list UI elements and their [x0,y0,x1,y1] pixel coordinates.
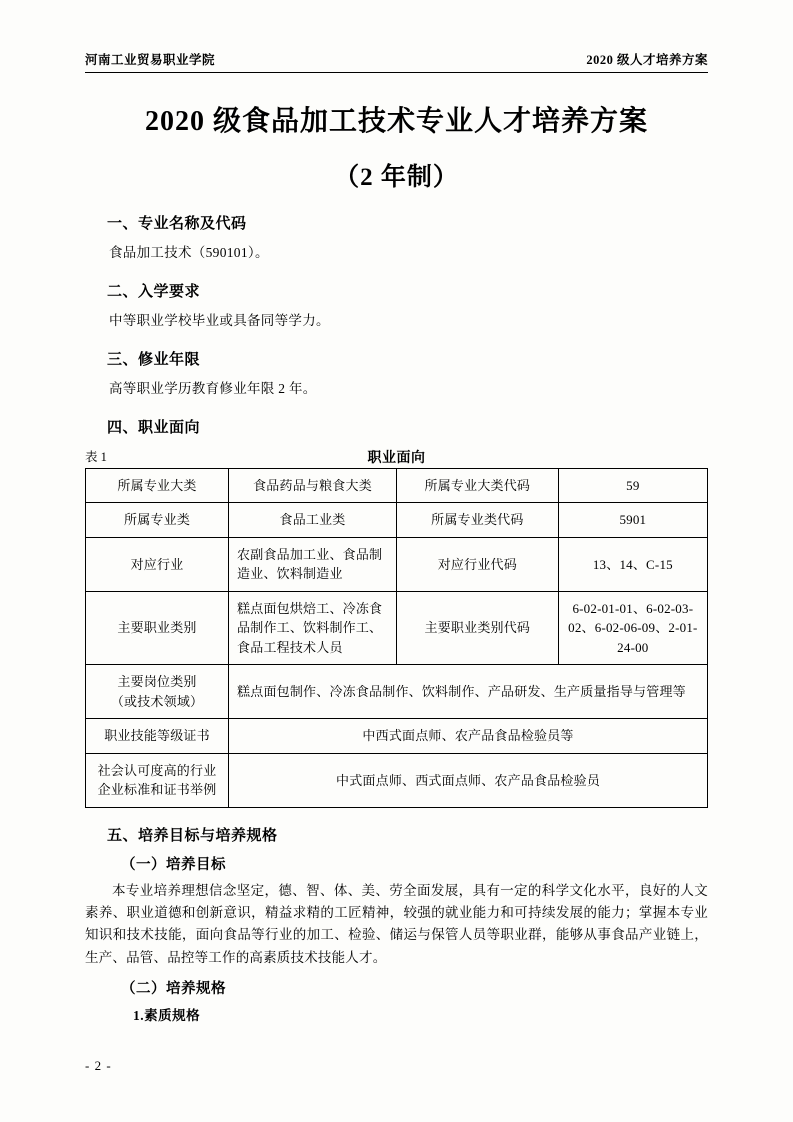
table-cell-value: 糕点面包制作、冷冻食品制作、饮料制作、产品研发、生产质量指导与管理等 [229,665,708,719]
page-subtitle: （2 年制） [334,163,459,191]
section-heading-4: 四、职业面向 [107,419,201,436]
section-body-5-1: 本专业培养理想信念坚定，德、智、体、美、劳全面发展，具有一定的科学文化水平，良好的人文素养、职业道德和创新意识，精益求精的工匠精神，较强的就业能力和可持续发展的能力；掌握本专业知识和技术技能，面向食品等行业的加工、检验、储运与保管人员等职业群，能够从事食品产业链上，生产、品管、品控等工作的高素质技术技能人才。 [85,882,708,965]
table-row [86,753,708,807]
section-body-2: 中等职业学校毕业或具备同等学力。 [109,312,330,328]
table-caption-row [85,447,708,465]
header-institution: 河南工业贸易职业学院 [85,53,216,67]
table-cell-label: 对应行业代码 [396,537,558,591]
table-cell-label-line2: 企业标准和证书举例 [97,782,217,798]
table-caption: 职业面向 [367,450,426,466]
page-title: 2020 级食品加工技术专业人才培养方案 [144,106,648,137]
page-header [85,50,708,73]
page-number: - 2 - [85,1058,112,1073]
section-heading-1: 一、专业名称及代码 [107,215,247,232]
table-cell-value: 糕点面包烘焙工、冷冻食品制作工、饮料制作工、食品工程技术人员 [229,591,397,665]
section-heading-3: 三、修业年限 [107,351,201,368]
table-cell-label: 所属专业类 [86,503,229,538]
table-row [86,537,708,591]
table-row [86,591,708,665]
table-cell-value: 中式面点师、西式面点师、农产品食品检验员 [229,753,708,807]
table-cell-label-line1: 社会认可度高的行业 [97,762,217,778]
table-cell-label: 职业技能等级证书 [86,719,229,754]
table-cell-value: 中西式面点师、农产品食品检验员等 [229,719,708,754]
section-heading-5-1: （一）培养目标 [121,856,226,873]
table-cell-label: 对应行业 [86,537,229,591]
table-cell-value: 6-02-01-01、6-02-03-02、6-02-06-09、2-01-24-00 [558,591,707,665]
table-cell-label-line2: （或技术领域） [110,693,204,709]
table-cell-label [86,665,229,719]
table-row [86,719,708,754]
header-document-series: 2020 级人才培养方案 [586,53,708,67]
table-cell-value: 食品药品与粮食大类 [229,468,397,503]
table-cell-value: 农副食品加工业、食品制造业、饮料制造业 [229,537,397,591]
table-cell-label [86,753,229,807]
table-cell-value: 13、14、C-15 [558,537,707,591]
section-heading-5: 五、培养目标与培养规格 [107,827,278,844]
table-cell-label: 所属专业大类 [86,468,229,503]
table-row [86,503,708,538]
table-cell-value: 59 [558,468,707,503]
table-cell-label: 所属专业大类代码 [396,468,558,503]
table-cell-label: 主要职业类别代码 [396,591,558,665]
section-heading-5-2-1: 1.素质规格 [133,1007,201,1023]
table-cell-label: 所属专业类代码 [396,503,558,538]
section-heading-2: 二、入学要求 [107,283,201,300]
table-number: 表 1 [85,449,107,464]
table-cell-value: 5901 [558,503,707,538]
table-cell-value: 食品工业类 [229,503,397,538]
section-body-3: 高等职业学历教育修业年限 2 年。 [109,380,317,396]
section-body-1: 食品加工技术（590101）。 [109,244,269,260]
table-cell-label-line1: 主要岗位类别 [117,674,197,690]
table-row [86,665,708,719]
table-row [86,468,708,503]
section-heading-5-2: （二）培养规格 [121,980,226,997]
occupation-table [85,468,708,808]
table-cell-label: 主要职业类别 [86,591,229,665]
